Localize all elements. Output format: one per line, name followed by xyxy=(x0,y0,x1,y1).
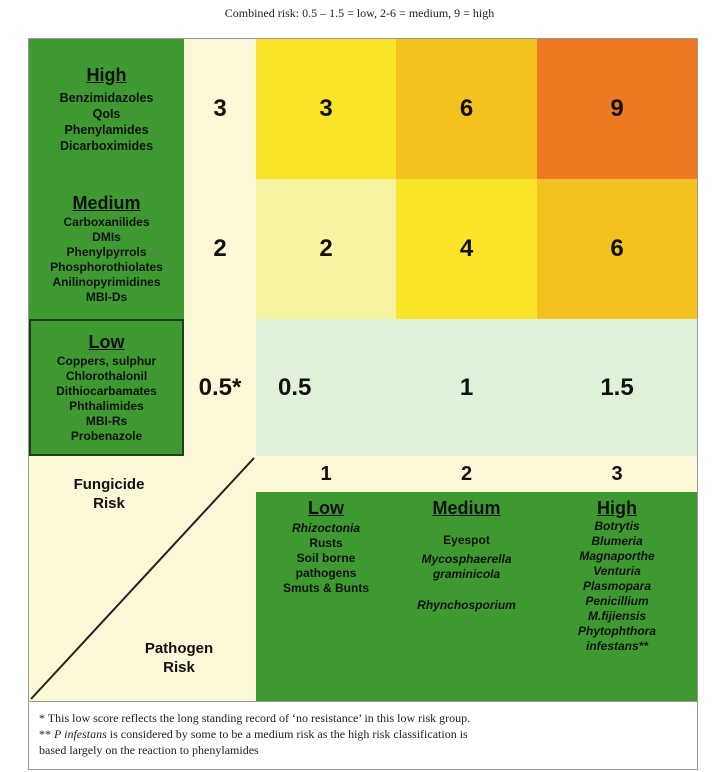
fungicide-item: Carboxanilides xyxy=(63,215,150,229)
fungicide-medium-score: 2 xyxy=(184,179,256,319)
fungicide-item: MBI-Rs xyxy=(85,413,128,428)
fungicide-low-title: Low xyxy=(88,331,125,352)
fungicide-item: QoIs xyxy=(92,106,121,121)
fungicide-risk-axis-label xyxy=(49,475,169,513)
matrix-low-medium: 1 xyxy=(396,319,537,456)
fungicide-high-cell xyxy=(29,39,184,179)
pathogen-risk-axis-label xyxy=(119,639,239,677)
fungicide-item: Chlorothalonil xyxy=(65,368,148,383)
pathogen-item: Smuts & Bunts xyxy=(282,581,369,595)
pathogen-item: Phytophthora xyxy=(578,624,656,638)
pathogen-item: pathogens xyxy=(295,566,357,580)
fungicide-item: Phenylpyrrols xyxy=(66,245,147,259)
matrix-high-low: 3 xyxy=(256,39,396,179)
fungicide-medium-cell xyxy=(29,179,184,319)
fungicide-high-score: 3 xyxy=(184,39,256,179)
pathogen-medium-score: 2 xyxy=(396,456,537,492)
pathogen-high-cell xyxy=(537,492,697,701)
risk-axis-word: Risk xyxy=(163,659,195,676)
pathogen-item: Rhynchosporium xyxy=(417,598,516,612)
combined-risk-caption: Combined risk: 0.5 – 1.5 = low, 2-6 = medium, 9 = high xyxy=(224,6,495,20)
fungicide-item: Phenylamides xyxy=(64,122,149,137)
footnote-1: * This low score reflects the long standing record of ‘no resistance’ in this low risk group. xyxy=(39,711,471,725)
footnotes xyxy=(29,701,697,769)
footnote-2-species: P infestans xyxy=(54,727,107,741)
pathogen-axis-word: Pathogen xyxy=(144,640,214,657)
pathogen-item: Venturia xyxy=(593,564,641,578)
fungicide-item: Phthalimides xyxy=(69,398,144,413)
matrix-low-low: 0.5 xyxy=(256,319,396,456)
fungicide-item: Phosphorothiolates xyxy=(50,260,163,274)
pathogen-item: infestans** xyxy=(585,639,649,653)
fungicide-item: Anilinopyrimidines xyxy=(52,275,161,289)
footnote-2-text: is considered by some to be a medium risk as the high risk classification is xyxy=(106,727,468,741)
pathogen-medium-title: Medium xyxy=(432,498,501,518)
fungicide-axis-word: Fungicide xyxy=(73,476,145,493)
matrix-medium-low: 2 xyxy=(256,179,396,319)
risk-axis-word: Risk xyxy=(93,495,125,512)
matrix-high-high: 9 xyxy=(537,39,697,179)
pathogen-item: Rhizoctonia xyxy=(292,521,360,535)
pathogen-item: Botrytis xyxy=(594,519,640,533)
pathogen-low-score: 1 xyxy=(256,456,396,492)
fungicide-item: Coppers, sulphur xyxy=(56,353,157,368)
pathogen-low-cell xyxy=(256,492,396,701)
pathogen-high-score: 3 xyxy=(537,456,697,492)
pathogen-item: Soil borne xyxy=(296,551,356,565)
pathogen-item: Plasmopara xyxy=(582,579,652,593)
pathogen-item: Eyespot xyxy=(443,533,490,547)
fungicide-item: Dithiocarbamates xyxy=(56,383,157,398)
fungicide-item: Probenazole xyxy=(70,428,143,443)
matrix-low-high: 1.5 xyxy=(537,319,697,456)
pathogen-item: Mycosphaerella xyxy=(421,552,512,566)
pathogen-item: graminicola xyxy=(432,567,501,581)
footnote-2-prefix: ** xyxy=(39,727,54,741)
pathogen-item: Rusts xyxy=(309,536,343,550)
pathogen-high-title: High xyxy=(597,498,637,518)
fungicide-item: MBI-Ds xyxy=(85,290,128,304)
matrix-high-medium: 6 xyxy=(396,39,537,179)
fungicide-item: DMIs xyxy=(92,230,121,244)
fungicide-medium-title: Medium xyxy=(72,193,141,213)
pathogen-item: Penicillium xyxy=(585,594,649,608)
pathogen-medium-cell xyxy=(396,492,537,701)
footnote-2 xyxy=(39,726,687,742)
pathogen-low-title: Low xyxy=(308,498,344,518)
footnote-2-continued: based largely on the reaction to phenylamides xyxy=(39,743,259,757)
pathogen-item: M.fijiensis xyxy=(587,609,646,623)
fungicide-low-cell xyxy=(29,319,184,456)
fungicide-high-title: High xyxy=(86,64,127,85)
risk-matrix xyxy=(28,38,698,770)
fungicide-low-score: 0.5* xyxy=(184,319,256,456)
fungicide-item: Benzimidazoles xyxy=(59,90,154,105)
pathogen-item: Magnaporthe xyxy=(579,549,655,563)
pathogen-item: Blumeria xyxy=(591,534,643,548)
matrix-medium-medium: 4 xyxy=(396,179,537,319)
matrix-medium-high: 6 xyxy=(537,179,697,319)
fungicide-item: Dicarboximides xyxy=(59,138,154,153)
